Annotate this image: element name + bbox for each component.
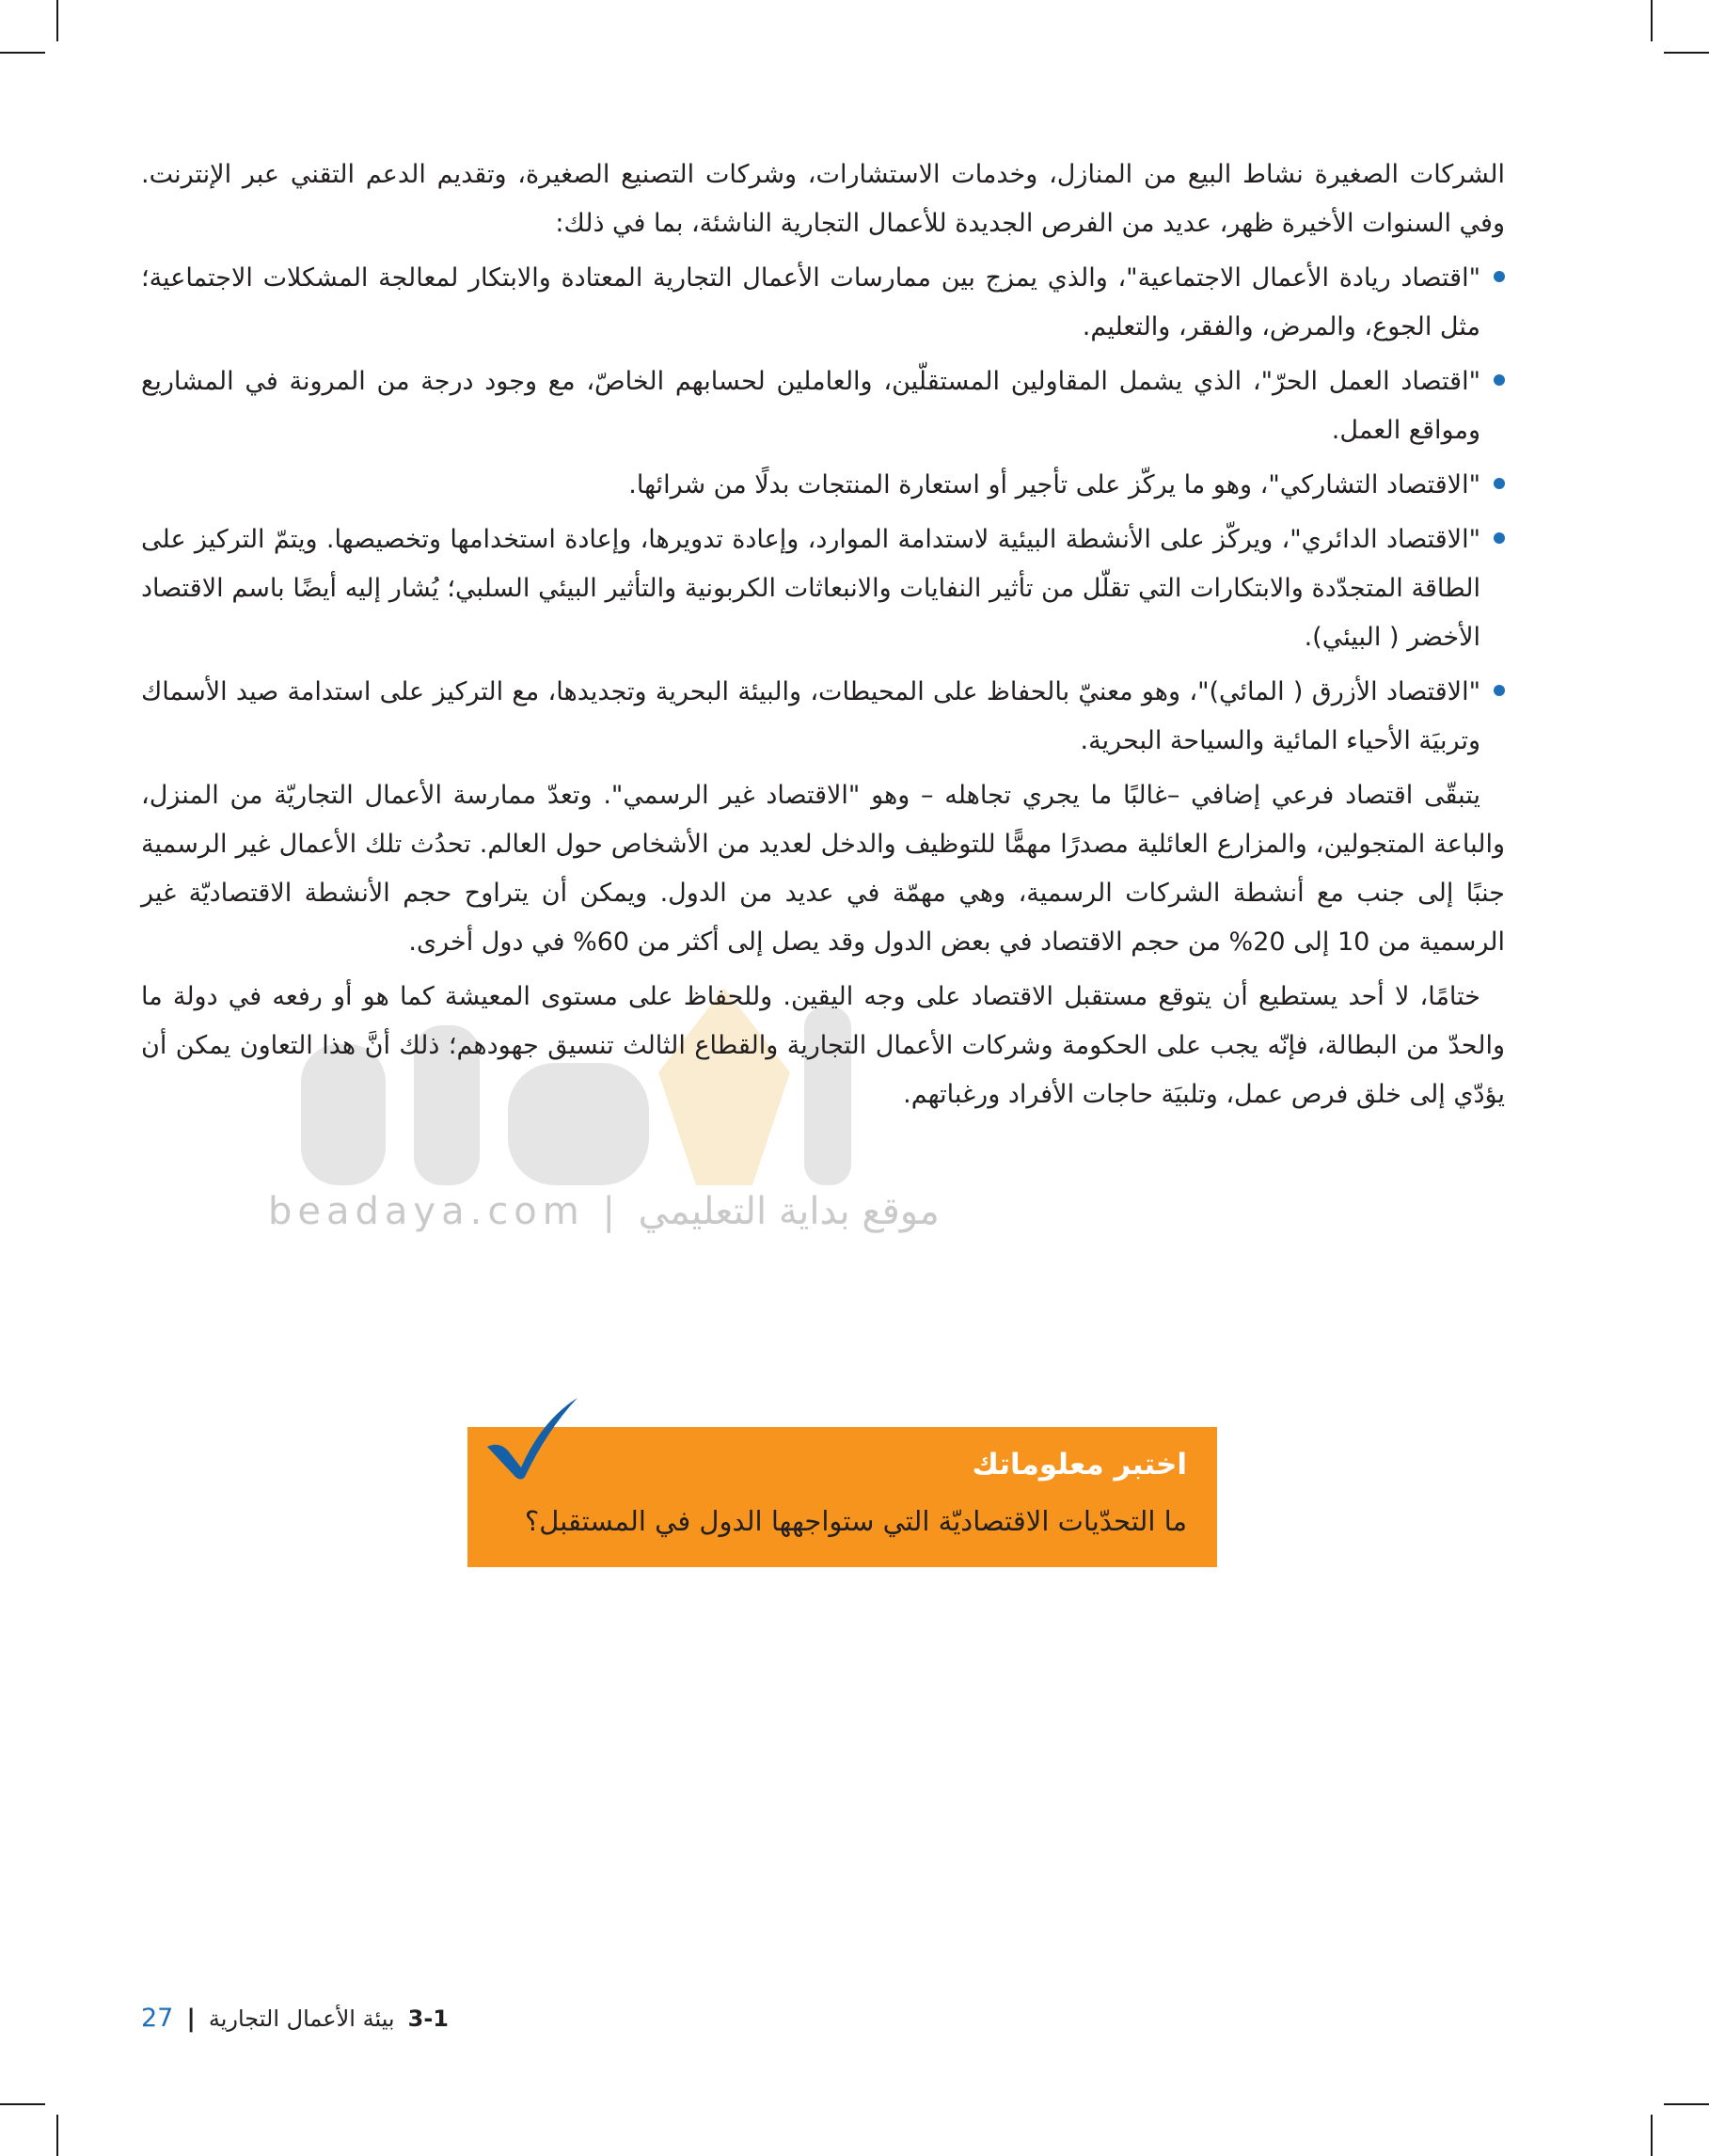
list-item bbox=[141, 254, 1505, 352]
conclusion-paragraph: ختامًا، لا أحد يستطيع أن يتوقع مستقبل الاقتصاد على وجه اليقين. وللحفاظ على مستوى المعيشة كما هو أو رفعه في دولة ما والحدّ من البطالة، فإنّه يجب على الحكومة وشركات الأعمال التجارية والقطاع الثالث تنسيق جهودهم؛ ذلك أنَّ هذا التعاون يمكن أن يؤدّي إلى خلق فرص عمل، وتلبيَة حاجات الأفراد ورغباتهم. bbox=[141, 982, 1505, 1109]
crop-mark bbox=[0, 2103, 45, 2105]
crop-mark bbox=[1651, 2115, 1653, 2156]
crop-mark bbox=[56, 2115, 58, 2156]
page-footer bbox=[141, 2004, 517, 2033]
crop-mark bbox=[1664, 52, 1709, 54]
list-item-text: "اقتصاد العمل الحرّ"، الذي يشمل المقاولين المستقلّين، والعاملين لحسابهم الخاصّ، مع وجود درجة من المرونة في المشاريع ومواقع العمل. bbox=[141, 367, 1480, 445]
quiz-title: اختبر معلوماتك bbox=[972, 1448, 1187, 1482]
bullet-dot-icon bbox=[1494, 685, 1505, 696]
list-item-text: "الاقتصاد الأزرق ( المائي)"، وهو معنيّ بالحفاظ على المحيطات، والبيئة البحرية وتجديدها، مع التركيز على استدامة صيد الأسماك وتربيَة الأحياء المائية والسياحة البحرية. bbox=[141, 677, 1480, 755]
bullet-dot-icon bbox=[1494, 532, 1505, 544]
list-item bbox=[141, 461, 1505, 510]
list-item-text: "الاقتصاد التشاركي"، وهو ما يركّز على تأجير أو استعارة المنتجات بدلًا من شرائها. bbox=[628, 470, 1480, 499]
bullet-dot-icon bbox=[1494, 271, 1505, 282]
main-content bbox=[141, 151, 1505, 1125]
bullet-dot-icon bbox=[1494, 478, 1505, 489]
crop-mark bbox=[1651, 0, 1653, 41]
watermark-text: beadaya.com | موقع بداية التعليمي bbox=[268, 1190, 940, 1233]
list-item-text: "الاقتصاد الدائري"، ويركّز على الأنشطة البيئية لاستدامة الموارد، وإعادة تدويرها، وإعادة استخدامها وتخصيصها. ويتمّ التركيز على الطاقة المتجدّدة والابتكارات التي تقلّل من تأثير النفايات والانبعاثات الكربونية والتأثير البيئي السلبي؛ يُشار إليه أيضًا باسم الاقتصاد الأخضر ( البيئي). bbox=[141, 525, 1480, 652]
crop-mark bbox=[0, 52, 45, 54]
list-item bbox=[141, 668, 1505, 766]
bullet-dot-icon bbox=[1494, 374, 1505, 386]
crop-mark bbox=[1664, 2103, 1709, 2105]
informal-economy-paragraph: يتبقّى اقتصاد فرعي إضافي –غالبًا ما يجري تجاهله – وهو "الاقتصاد غير الرسمي". وتعدّ ممارسة الأعمال التجاريّة من المنزل، والباعة المتجولين، والمزارع العائلية مصدرًا مهمًّا للتوظيف والدخل لعديد من الأشخاص حول العالم. تحدُث تلك الأعمال غير الرسمية جنبًا إلى جنب مع أنشطة الشركات الرسمية، وهي مهمّة في عديد من الدول. ويمكن أن يتراوح حجم الأنشطة الاقتصاديّة غير الرسمية من 10 إلى 20% من حجم الاقتصاد في بعض الدول وقد يصل إلى أكثر من 60% في دول أخرى. bbox=[141, 781, 1505, 957]
quiz-question: ما التحدّيات الاقتصاديّة التي ستواجهها الدول في المستقبل؟ bbox=[524, 1505, 1187, 1537]
list-item bbox=[141, 515, 1505, 662]
section-title: بيئة الأعمال التجارية bbox=[208, 2005, 395, 2032]
list-item-text: "اقتصاد ريادة الأعمال الاجتماعية"، والذي يمزج بين ممارسات الأعمال التجارية المعتادة والابتكار لمعالجة المشكلات الاجتماعية؛ مثل الجوع، والمرض، والفقر، والتعليم. bbox=[141, 263, 1480, 341]
list-item bbox=[141, 357, 1505, 455]
footer-separator: | bbox=[186, 2004, 196, 2033]
intro-paragraph: الشركات الصغيرة نشاط البيع من المنازل، وخدمات الاستشارات، وشركات التصنيع الصغيرة، وتقديم الدعم التقني عبر الإنترنت. وفي السنوات الأخيرة ظهر، عديد من الفرص الجديدة للأعمال التجارية الناشئة، بما في ذلك: bbox=[141, 160, 1505, 238]
page-number: 27 bbox=[141, 2004, 174, 2033]
checkmark-icon bbox=[480, 1392, 583, 1482]
chapter-number: 3-1 bbox=[407, 2005, 449, 2032]
crop-mark bbox=[56, 0, 58, 41]
